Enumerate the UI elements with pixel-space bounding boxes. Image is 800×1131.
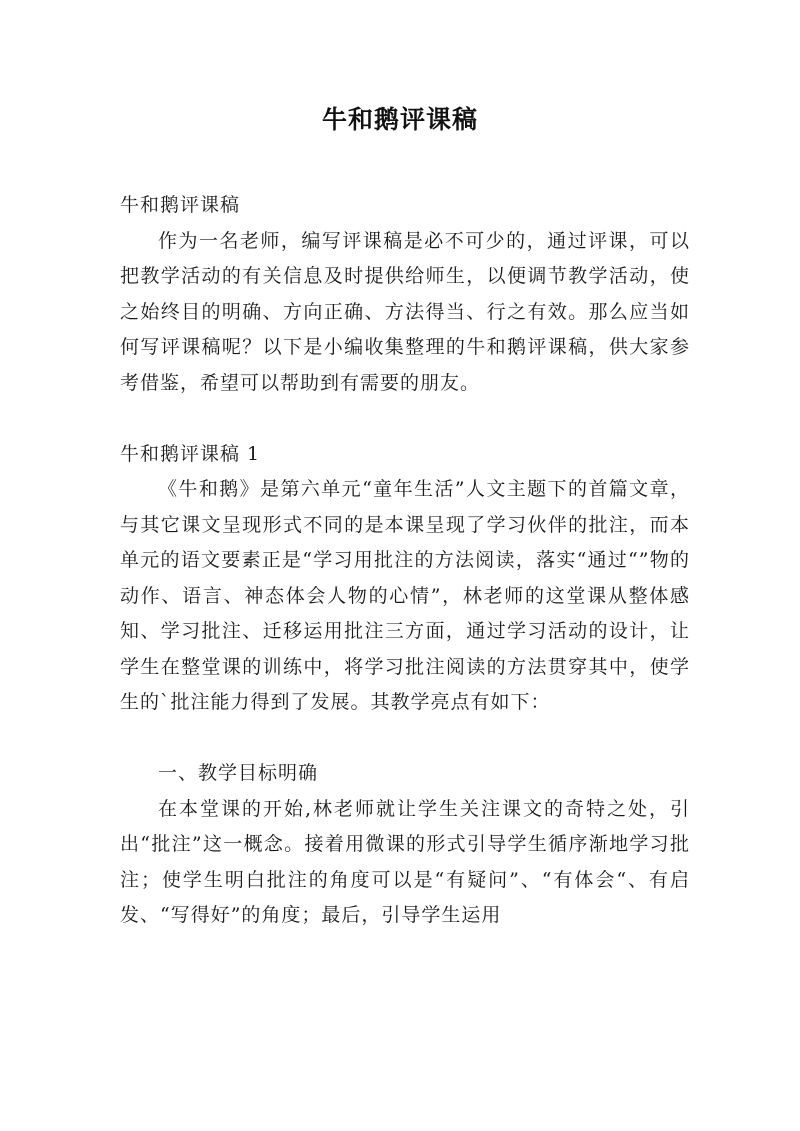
section-heading: 牛和鹅评课稿 1 bbox=[120, 442, 261, 465]
document-body bbox=[120, 188, 690, 934]
subsection-heading: 一、教学目标明确 bbox=[158, 762, 319, 784]
document-title: 牛和鹅评课稿 bbox=[321, 105, 478, 134]
intro-heading: 牛和鹅评课稿 bbox=[120, 194, 241, 216]
intro-paragraph: 作为一名老师，编写评课稿是必不可少的，通过评课，可以把教学活动的有关信息及时提供给师生，以便调节教学活动，使之始终目的明确、方向正确、方法得当、行之有效。那么应当如何写评课稿呢？以下是小编收集整理的牛和鹅评课稿，供大家参考借鉴，希望可以帮助到有需要的朋友。 bbox=[120, 229, 690, 394]
paragraph-spacer bbox=[120, 721, 690, 757]
paragraph-spacer bbox=[120, 401, 690, 437]
subsection-paragraph: 在本堂课的开始,林老师就让学生关注课文的奇特之处，引出“批注”这一概念。接着用微课的形式引导学生循序渐地学习批注；使学生明白批注的角度可以是“有疑问”、“有体会“、有启发、“写得好”的角度；最后，引导学生运用 bbox=[120, 797, 690, 926]
section-paragraph: 《牛和鹅》是第六单元“童年生活”人文主题下的首篇文章，与其它课文呈现形式不同的是本课呈现了学习伙伴的批注，而本单元的语文要素正是“学习用批注的方法阅读，落实“通过“”物的动作、语言、神态体会人物的心情”，林老师的这堂课从整体感知、学习批注、迁移运用批注三方面，通过学习活动的设计，让学生在整堂课的训练中，将学习批注阅读的方法贯穿其中，使学生的`批注能力得到了发展。其教学亮点有如下： bbox=[120, 478, 690, 713]
